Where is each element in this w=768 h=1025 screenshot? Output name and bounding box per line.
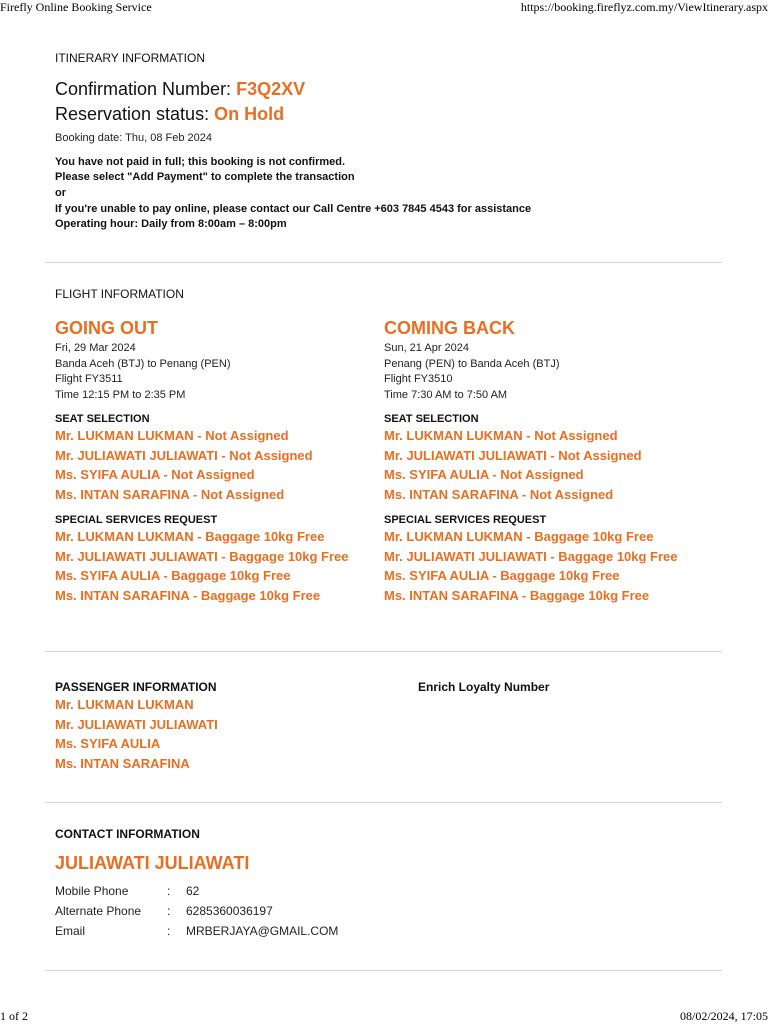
flight-section-title: FLIGHT INFORMATION	[55, 287, 184, 301]
leg-heading: COMING BACK	[384, 318, 515, 338]
leg-route: Banda Aceh (BTJ) to Penang (PEN)	[55, 357, 231, 370]
contact-row-email	[55, 924, 455, 940]
contact-label: Mobile Phone	[55, 884, 129, 898]
status-label: Reservation status:	[55, 104, 210, 124]
print-header	[0, 0, 768, 16]
leg-going-out	[55, 318, 349, 605]
contact-value: 6285360036197	[186, 904, 273, 918]
payment-notice-2: Please select "Add Payment" to complete the transaction	[55, 171, 355, 183]
contact-name: JULIAWATI JULIAWATI	[55, 853, 250, 873]
service-line: Mr. JULIAWATI JULIAWATI - Baggage 10kg Free	[55, 548, 349, 564]
print-footer-page: 1 of 2	[0, 1009, 28, 1023]
service-line: Mr. JULIAWATI JULIAWATI - Baggage 10kg Free	[384, 548, 678, 564]
seat-line: Mr. JULIAWATI JULIAWATI - Not Assigned	[55, 447, 313, 463]
contact-row-mobile	[55, 884, 455, 900]
contact-label: Email	[55, 924, 86, 938]
leg-flight-number: Flight FY3510	[384, 373, 453, 385]
leg-time: Time 7:30 AM to 7:50 AM	[384, 388, 508, 401]
payment-notice-3: or	[55, 187, 66, 199]
print-header-title: Firefly Online Booking Service	[0, 0, 152, 14]
leg-route: Penang (PEN) to Banda Aceh (BTJ)	[384, 357, 560, 370]
leg-heading: GOING OUT	[55, 318, 158, 338]
itinerary-section-title: ITINERARY INFORMATION	[55, 51, 206, 65]
passenger-name: Mr. JULIAWATI JULIAWATI	[55, 716, 218, 732]
confirmation-number	[55, 79, 305, 100]
seat-line: Mr. JULIAWATI JULIAWATI - Not Assigned	[384, 447, 642, 463]
seat-line: Ms. SYIFA AULIA - Not Assigned	[55, 467, 255, 482]
payment-notice-5: Operating hour: Daily from 8:00am – 8:00pm	[55, 218, 287, 230]
seat-line: Ms. SYIFA AULIA - Not Assigned	[384, 467, 584, 482]
status-value: On Hold	[214, 104, 285, 124]
service-line: Mr. LUKMAN LUKMAN - Baggage 10kg Free	[384, 529, 654, 544]
service-line: Mr. LUKMAN LUKMAN - Baggage 10kg Free	[55, 529, 325, 544]
passenger-name: Mr. LUKMAN LUKMAN	[55, 697, 194, 712]
confirmation-label: Confirmation Number:	[55, 79, 232, 99]
loyalty-title: Enrich Loyalty Number	[418, 680, 550, 694]
payment-notice-4: If you're unable to pay online, please contact our Call Centre +603 7845 4543 for assistance	[55, 203, 532, 215]
contact-value: 62	[186, 884, 200, 898]
service-line: Ms. SYIFA AULIA - Baggage 10kg Free	[55, 568, 291, 583]
passenger-section	[55, 680, 218, 773]
seat-selection-title: SEAT SELECTION	[55, 413, 150, 425]
leg-flight-number: Flight FY3511	[55, 373, 123, 385]
special-services-title: SPECIAL SERVICES REQUEST	[384, 514, 547, 526]
contact-separator: :	[167, 924, 171, 938]
seat-line: Ms. INTAN SARAFINA - Not Assigned	[384, 486, 614, 502]
leg-date: Sun, 21 Apr 2024	[384, 342, 470, 354]
seat-line: Mr. LUKMAN LUKMAN - Not Assigned	[384, 428, 618, 443]
divider	[45, 262, 722, 263]
leg-date: Fri, 29 Mar 2024	[55, 342, 136, 354]
contact-row-alternate	[55, 904, 455, 920]
divider	[45, 802, 722, 803]
contact-separator: :	[167, 904, 171, 918]
payment-notice-1: You have not paid in full; this booking is not confirmed.	[55, 156, 346, 168]
leg-time: Time 12:15 PM to 2:35 PM	[55, 388, 186, 401]
divider	[45, 651, 722, 652]
booking-date: Booking date: Thu, 08 Feb 2024	[55, 132, 212, 144]
seat-selection-title: SEAT SELECTION	[384, 413, 479, 425]
seat-line: Mr. LUKMAN LUKMAN - Not Assigned	[55, 428, 289, 443]
special-services-title: SPECIAL SERVICES REQUEST	[55, 514, 218, 526]
seat-line: Ms. INTAN SARAFINA - Not Assigned	[55, 486, 285, 502]
reservation-status	[55, 104, 284, 125]
contact-section-title: CONTACT INFORMATION	[55, 827, 200, 841]
leg-coming-back	[384, 318, 678, 605]
passenger-name: Ms. INTAN SARAFINA	[55, 755, 190, 771]
print-footer	[0, 1009, 768, 1025]
passenger-name: Ms. SYIFA AULIA	[55, 736, 161, 751]
service-line: Ms. INTAN SARAFINA - Baggage 10kg Free	[55, 587, 321, 603]
service-line: Ms. INTAN SARAFINA - Baggage 10kg Free	[384, 587, 650, 603]
contact-label: Alternate Phone	[55, 904, 142, 918]
confirmation-value: F3Q2XV	[236, 79, 306, 99]
print-header-url: https://booking.fireflyz.com.my/ViewItinerary.aspx	[520, 0, 768, 14]
print-footer-datetime: 08/02/2024, 17:05	[679, 1009, 768, 1023]
contact-separator: :	[167, 884, 171, 898]
passenger-section-title: PASSENGER INFORMATION	[55, 680, 217, 694]
divider	[45, 970, 722, 971]
service-line: Ms. SYIFA AULIA - Baggage 10kg Free	[384, 568, 620, 583]
contact-value: MRBERJAYA@GMAIL.COM	[186, 924, 339, 938]
